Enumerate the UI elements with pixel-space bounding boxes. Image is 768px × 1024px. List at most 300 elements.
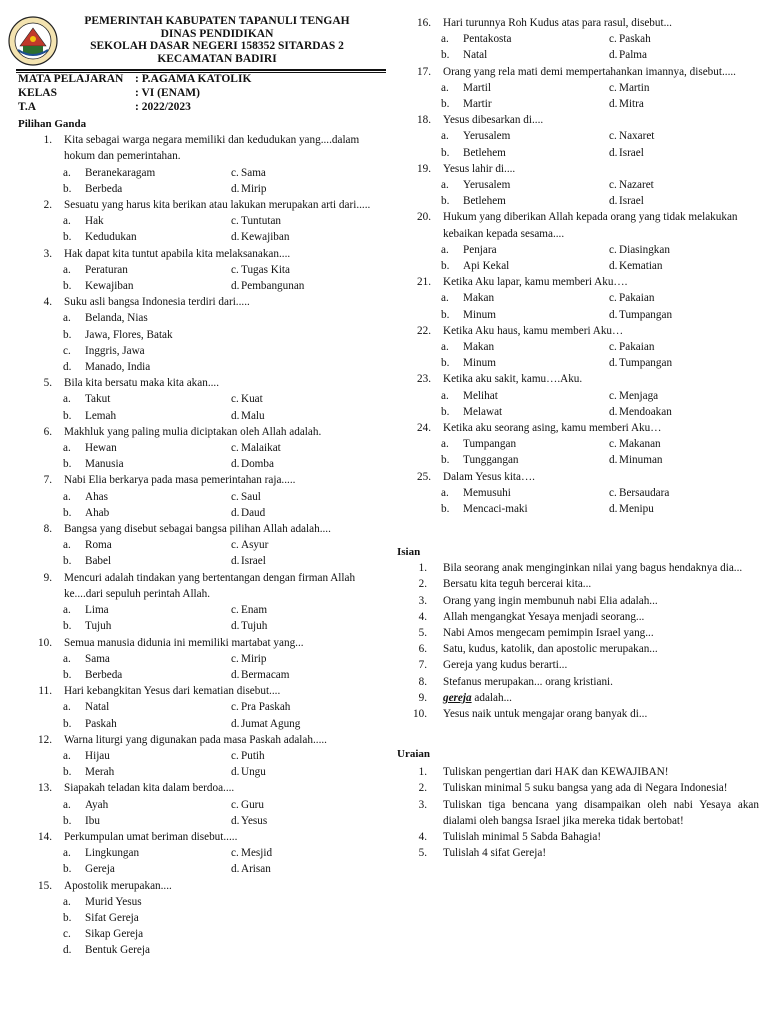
option-letter: a. <box>63 798 71 811</box>
list-item <box>397 797 759 829</box>
answer-options <box>63 748 363 780</box>
answer-option <box>231 278 363 294</box>
option-letter: a. <box>441 486 449 499</box>
answer-option <box>63 262 231 278</box>
option-text: Sama <box>85 652 110 665</box>
answer-option <box>63 602 231 618</box>
list-item <box>397 764 759 780</box>
question <box>400 15 760 64</box>
option-letter: d. <box>231 182 240 195</box>
exam-info <box>18 72 251 114</box>
option-text: Kedudukan <box>85 231 137 244</box>
answer-option <box>63 716 231 732</box>
answer-option <box>231 764 363 780</box>
option-text: Natal <box>85 701 110 714</box>
emphasized-word: gereja <box>443 691 472 704</box>
question <box>0 424 390 473</box>
answer-option <box>441 31 609 47</box>
option-text: Diasingkan <box>619 243 670 256</box>
option-letter: a. <box>441 292 449 305</box>
answer-option <box>609 452 761 468</box>
question-text: Nabi Elia berkarya pada masa pemerintahan raja..... <box>64 474 296 487</box>
option-letter: c. <box>609 243 617 256</box>
answer-option <box>441 177 609 193</box>
question-number: 20. <box>417 211 431 224</box>
answer-option <box>609 485 761 501</box>
question-number: 23. <box>417 373 431 386</box>
uraian-section <box>397 746 759 861</box>
answer-option <box>231 456 363 472</box>
question-text: Ketika Aku haus, kamu memberi Aku… <box>443 324 624 337</box>
list-item <box>397 641 759 657</box>
option-letter: b. <box>441 49 450 62</box>
question-text: Ketika Aku lapar, kamu memberi Aku…. <box>443 276 628 289</box>
answer-option <box>63 667 231 683</box>
option-text: Guru <box>241 798 264 811</box>
multiple-choice-right <box>400 15 760 517</box>
item-number: 7. <box>418 659 427 672</box>
question-number: 8. <box>43 523 52 536</box>
question-text: Makhluk yang paling mulia diciptakan oleh Allah adalah. <box>64 425 322 438</box>
answer-option <box>231 213 363 229</box>
answer-option <box>231 489 363 505</box>
answer-option <box>63 813 231 829</box>
option-text: Murid Yesus <box>85 895 142 908</box>
item-number: 8. <box>418 675 427 688</box>
option-letter: b. <box>441 195 450 208</box>
answer-option <box>63 618 231 634</box>
option-letter: a. <box>63 701 71 714</box>
answer-option <box>231 651 363 667</box>
option-text: Sikap Gereja <box>85 928 144 941</box>
answer-option <box>63 165 231 181</box>
option-letter: b. <box>441 260 450 273</box>
option-text: Takut <box>85 393 111 406</box>
option-letter: b. <box>441 98 450 111</box>
option-text: Malu <box>241 409 265 422</box>
option-text: Tujuh <box>85 620 112 633</box>
question <box>0 521 390 570</box>
question-number: 14. <box>38 830 52 843</box>
info-value: : 2022/2023 <box>135 101 191 113</box>
option-text: Palma <box>619 49 647 62</box>
question-number: 4. <box>43 296 52 309</box>
option-letter: d. <box>63 944 72 957</box>
answer-options <box>63 310 363 375</box>
list-item <box>397 560 759 576</box>
option-letter: d. <box>231 620 240 633</box>
answer-option <box>609 404 761 420</box>
item-text: Bersatu kita teguh bercerai kita... <box>443 578 592 591</box>
option-text: Tuntutan <box>241 215 281 228</box>
option-letter: d. <box>231 717 240 730</box>
question <box>400 274 760 323</box>
question-number: 11. <box>38 685 52 698</box>
info-row <box>18 72 251 86</box>
answer-option <box>441 307 609 323</box>
option-letter: b. <box>63 668 72 681</box>
option-text: Penjara <box>463 243 497 256</box>
option-letter: c. <box>231 442 239 455</box>
list-item <box>397 845 759 861</box>
option-letter: b. <box>63 182 72 195</box>
question-number: 10. <box>38 636 52 649</box>
option-letter: c. <box>609 389 617 402</box>
header-line: DINAS PENDIDIKAN <box>160 27 274 40</box>
question-number: 25. <box>417 470 431 483</box>
option-text: Merah <box>85 766 115 779</box>
option-text: Naxaret <box>619 130 655 143</box>
question-number: 3. <box>43 247 52 260</box>
question-text: Bangsa yang disebut sebagai bangsa pilihan Allah adalah.... <box>64 523 331 536</box>
option-letter: d. <box>609 454 618 467</box>
item-number: 4. <box>418 831 427 844</box>
answer-option <box>231 181 363 197</box>
question-number: 17. <box>417 65 431 78</box>
answer-option <box>441 145 609 161</box>
option-text: Pakaian <box>619 341 655 354</box>
option-text: Pentakosta <box>463 33 512 46</box>
question-text: Hari kebangkitan Yesus dari kematian disebut.... <box>64 685 281 698</box>
answer-option <box>231 699 363 715</box>
question-number: 21. <box>417 276 431 289</box>
option-text: Pra Paskah <box>241 701 291 714</box>
item-number: 9. <box>418 691 427 704</box>
list-item <box>397 593 759 609</box>
list-item <box>397 780 759 796</box>
answer-option <box>441 290 609 306</box>
question <box>0 375 390 424</box>
option-letter: d. <box>231 458 240 471</box>
answer-option <box>231 408 363 424</box>
option-text: Arisan <box>241 863 271 876</box>
answer-option <box>63 391 231 407</box>
answer-options <box>441 242 761 274</box>
option-letter: a. <box>441 438 449 451</box>
option-letter: a. <box>63 490 71 503</box>
question-number: 16. <box>417 17 431 29</box>
answer-options <box>441 290 761 322</box>
answer-option <box>231 748 363 764</box>
answer-options <box>441 436 761 468</box>
option-text: Israel <box>619 195 644 208</box>
option-text: Tumpangan <box>619 357 673 370</box>
option-letter: b. <box>441 454 450 467</box>
answer-option <box>63 764 231 780</box>
answer-option <box>63 748 231 764</box>
question <box>0 878 390 959</box>
item-text: Tuliskan pengertian dari HAK dan KEWAJIBAN! <box>443 766 669 779</box>
question-text: Hari turunnya Roh Kudus atas para rasul, disebut... <box>443 17 672 29</box>
answer-option <box>63 181 231 197</box>
option-letter: c. <box>609 81 617 94</box>
question-text: Mencuri adalah tindakan yang bertentangan dengan firman Allah ke....dari sepuluh perintah Allah. <box>64 571 356 600</box>
option-text: Jawa, Flores, Batak <box>85 328 173 341</box>
answer-option <box>63 894 363 910</box>
option-letter: b. <box>441 146 450 159</box>
option-letter: a. <box>63 166 71 179</box>
question-number: 22. <box>417 324 431 337</box>
option-text: Berbeda <box>85 182 123 195</box>
option-letter: a. <box>63 652 71 665</box>
item-text: Tulislah 4 sifat Gereja! <box>443 847 547 860</box>
answer-option <box>231 165 363 181</box>
answer-options <box>63 262 363 294</box>
answer-option <box>609 47 761 63</box>
answer-option <box>63 797 231 813</box>
question-number: 7. <box>43 474 52 487</box>
question-text: Sesuatu yang harus kita berikan atau lakukan merupakan arti dari..... <box>64 199 371 212</box>
option-letter: d. <box>231 814 240 827</box>
list-item <box>397 576 759 592</box>
option-text: Nazaret <box>619 179 654 192</box>
question <box>0 246 390 295</box>
option-text: Berbeda <box>85 668 123 681</box>
question-text: Kita sebagai warga negara memiliki dan kedudukan yang....dalam hokum dan pemerintahan. <box>64 134 360 163</box>
option-text: Roma <box>85 539 112 552</box>
option-letter: c. <box>609 486 617 499</box>
option-text: Ahab <box>85 506 110 519</box>
answer-option <box>63 505 231 521</box>
info-key: T.A <box>18 101 36 113</box>
option-text: Tugas Kita <box>241 263 291 276</box>
question <box>0 132 390 197</box>
item-text: Tulislah minimal 5 Sabda Bahagia! <box>443 831 602 844</box>
question-text: Dalam Yesus kita…. <box>443 470 535 483</box>
option-letter: a. <box>63 604 71 617</box>
option-letter: b. <box>441 308 450 321</box>
option-letter: c. <box>231 166 239 179</box>
multiple-choice-left <box>0 116 390 959</box>
option-text: Mirip <box>241 652 267 665</box>
question-text: Yesus dibesarkan di.... <box>443 114 544 127</box>
answer-option <box>441 128 609 144</box>
answer-option <box>441 485 609 501</box>
answer-option <box>63 926 363 942</box>
regency-logo-icon <box>8 16 58 66</box>
option-letter: c. <box>63 344 71 357</box>
option-letter: d. <box>609 49 618 62</box>
answer-option <box>231 602 363 618</box>
option-letter: d. <box>609 357 618 370</box>
option-letter: d. <box>231 668 240 681</box>
question-number: 6. <box>43 425 52 438</box>
option-letter: d. <box>63 361 72 374</box>
question-number: 15. <box>38 879 52 892</box>
answer-option <box>441 388 609 404</box>
header-line: KECAMATAN BADIRI <box>157 52 277 65</box>
option-text: Beranekaragam <box>85 166 156 179</box>
option-text: Asyur <box>241 539 269 552</box>
item-text: Yesus naik untuk mengajar orang banyak di... <box>443 708 648 721</box>
answer-option <box>609 388 761 404</box>
option-text: Paskah <box>85 717 117 730</box>
option-letter: d. <box>231 863 240 876</box>
answer-options <box>441 177 761 209</box>
option-text: Kuat <box>241 393 263 406</box>
answer-option <box>609 307 761 323</box>
option-text: Sama <box>241 166 266 179</box>
answer-option <box>231 716 363 732</box>
info-row <box>18 86 251 100</box>
option-letter: c. <box>63 928 71 941</box>
answer-options <box>63 537 363 569</box>
option-letter: d. <box>231 409 240 422</box>
option-text: Manusia <box>85 458 124 471</box>
answer-options <box>441 80 761 112</box>
option-letter: b. <box>63 328 72 341</box>
option-letter: d. <box>231 231 240 244</box>
answer-options <box>63 440 363 472</box>
option-text: Martin <box>619 81 650 94</box>
option-text: Enam <box>241 604 268 617</box>
answer-option <box>63 213 231 229</box>
answer-option <box>609 128 761 144</box>
option-text: Saul <box>241 490 261 503</box>
item-text: Bila seorang anak menginginkan nilai yang bagus hendaknya dia... <box>443 562 743 575</box>
option-letter: a. <box>441 243 449 256</box>
answer-option <box>441 96 609 112</box>
question <box>0 197 390 246</box>
option-letter: c. <box>231 749 239 762</box>
answer-option <box>441 258 609 274</box>
option-letter: b. <box>63 814 72 827</box>
option-letter: d. <box>609 98 618 111</box>
answer-options <box>63 165 363 197</box>
option-text: Sifat Gereja <box>85 911 139 924</box>
option-text: Yerusalem <box>463 179 511 192</box>
answer-options <box>63 894 363 959</box>
option-letter: b. <box>63 766 72 779</box>
option-letter: a. <box>441 179 449 192</box>
option-letter: a. <box>63 539 71 552</box>
question-number: 2. <box>43 199 52 212</box>
answer-option <box>231 505 363 521</box>
answer-options <box>63 797 363 829</box>
option-text: Putih <box>241 749 265 762</box>
option-text: Belanda, Nias <box>85 312 148 325</box>
option-text: Mesjid <box>241 847 273 860</box>
info-value: : VI (ENAM) <box>135 87 200 99</box>
item-text: Orang yang ingin membunuh nabi Elia adalah... <box>443 594 658 607</box>
question-number: 5. <box>43 377 52 390</box>
option-text: Natal <box>463 49 488 62</box>
option-letter: b. <box>63 620 72 633</box>
question <box>400 64 760 113</box>
option-text: Bersaudara <box>619 486 670 499</box>
answer-option <box>63 440 231 456</box>
option-text: Lima <box>85 604 109 617</box>
section-title-uraian: Uraian <box>397 748 430 760</box>
option-text: Yesus <box>241 814 268 827</box>
answer-option <box>63 942 363 958</box>
option-letter: d. <box>609 260 618 273</box>
option-letter: b. <box>63 911 72 924</box>
answer-option <box>231 537 363 553</box>
answer-options <box>63 845 363 877</box>
answer-option <box>609 355 761 371</box>
answer-option <box>609 31 761 47</box>
item-number: 2. <box>418 578 427 591</box>
option-letter: b. <box>441 405 450 418</box>
option-text: Mencaci-maki <box>463 503 528 516</box>
item-number: 5. <box>418 847 427 860</box>
answer-option <box>609 258 761 274</box>
option-letter: b. <box>63 506 72 519</box>
answer-options <box>441 388 761 420</box>
option-letter: a. <box>441 130 449 143</box>
option-text: Pembangunan <box>241 280 305 293</box>
option-letter: c. <box>231 652 239 665</box>
answer-option <box>231 861 363 877</box>
option-text: Menjaga <box>619 389 659 402</box>
question-text: Semua manusia didunia ini memiliki martabat yang... <box>64 636 304 649</box>
question <box>400 371 760 420</box>
answer-option <box>63 553 231 569</box>
option-text: Melihat <box>463 389 498 402</box>
answer-option <box>231 845 363 861</box>
answer-option <box>441 436 609 452</box>
option-text: Ibu <box>85 814 100 827</box>
option-text: Malaikat <box>241 442 281 455</box>
school-header <box>0 0 390 70</box>
answer-option <box>63 359 363 375</box>
answer-option <box>63 229 231 245</box>
item-text: Nabi Amos mengecam pemimpin Israel yang... <box>443 627 654 640</box>
info-key: KELAS <box>18 87 57 99</box>
option-text: Ayah <box>85 798 109 811</box>
option-text: Tumpangan <box>463 438 517 451</box>
answer-options <box>63 213 363 245</box>
answer-options <box>63 489 363 521</box>
option-text: Pakaian <box>619 292 655 305</box>
option-letter: d. <box>231 555 240 568</box>
option-letter: b. <box>63 409 72 422</box>
item-text: Stefanus merupakan... orang kristiani. <box>443 675 613 688</box>
question <box>0 472 390 521</box>
option-text: Hijau <box>85 749 110 762</box>
item-number: 4. <box>418 610 427 623</box>
answer-options <box>63 699 363 731</box>
option-text: Domba <box>241 458 274 471</box>
question-number: 19. <box>417 162 431 175</box>
answer-option <box>609 96 761 112</box>
answer-option <box>63 651 231 667</box>
option-letter: a. <box>63 749 71 762</box>
option-letter: b. <box>63 555 72 568</box>
answer-option <box>609 436 761 452</box>
option-letter: b. <box>63 231 72 244</box>
option-letter: c. <box>231 215 239 228</box>
question <box>400 209 760 274</box>
option-letter: d. <box>609 195 618 208</box>
option-text: Lingkungan <box>85 847 140 860</box>
answer-option <box>63 910 363 926</box>
answer-option <box>441 355 609 371</box>
item-number: 5. <box>418 627 427 640</box>
option-letter: d. <box>609 503 618 516</box>
question <box>400 420 760 469</box>
option-letter: a. <box>63 393 71 406</box>
option-text: Mitra <box>619 98 644 111</box>
isian-section <box>397 544 759 722</box>
answer-option <box>609 242 761 258</box>
answer-option <box>609 177 761 193</box>
question <box>0 635 390 684</box>
question-text: Warna liturgi yang digunakan pada masa Paskah adalah..... <box>64 733 327 746</box>
section-title-isian: Isian <box>397 546 421 558</box>
answer-option <box>63 699 231 715</box>
